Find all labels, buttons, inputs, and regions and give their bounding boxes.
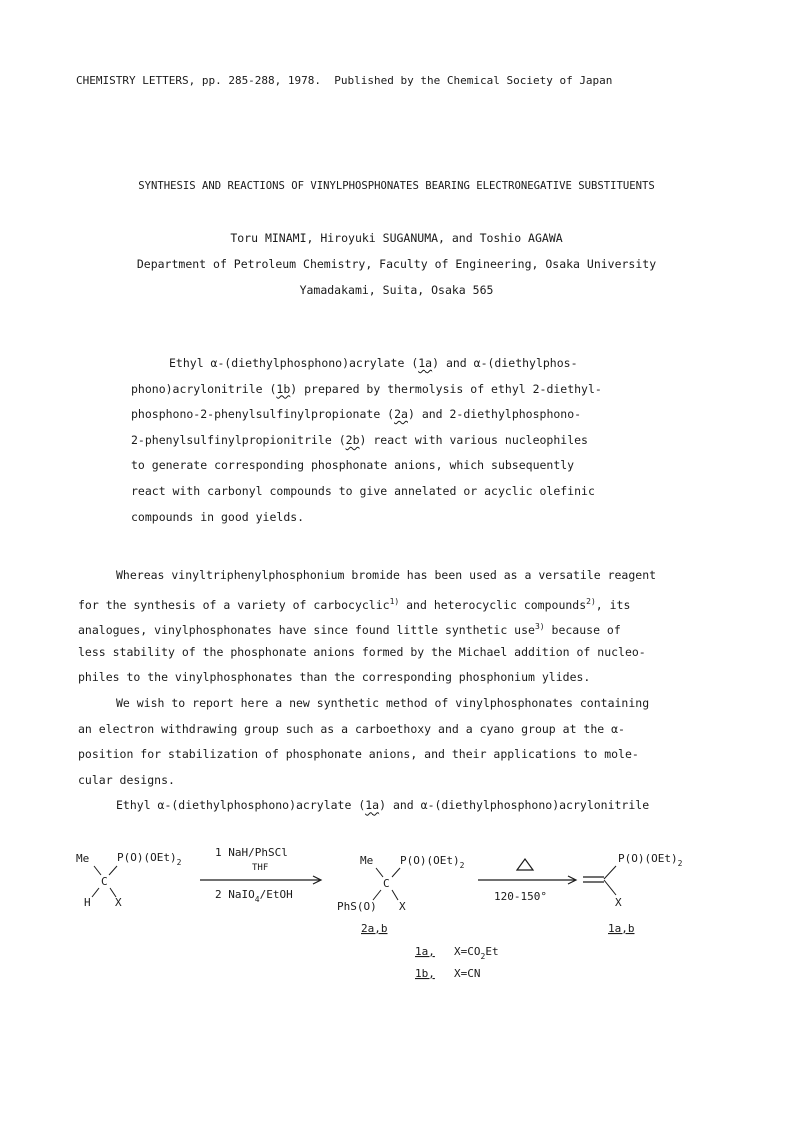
heat-delta-symbol bbox=[517, 859, 533, 870]
abstract-line: phono)acrylonitrile (1b) prepared by thermolysis of ethyl 2-diethyl- bbox=[131, 381, 602, 396]
body-line: We wish to report here a new synthetic method of vinylphosphonates containing bbox=[116, 695, 650, 710]
compound-ref: 2a bbox=[394, 407, 408, 422]
methyl-label: Me bbox=[360, 854, 374, 867]
abstract-line: react with carbonyl compounds to give annelated or acyclic olefinic bbox=[131, 483, 595, 498]
body-line: position for stabilization of phosphonate anions, and their applications to mole- bbox=[78, 747, 639, 762]
body-line: Ethyl α-(diethylphosphono)acrylate (1a) and α-(diethylphosphono)acrylonitrile bbox=[116, 798, 650, 813]
bond bbox=[94, 866, 101, 875]
affiliation-line-2: Yamadakami, Suita, Osaka 565 bbox=[299, 283, 494, 297]
substituent-definition-1a: $X=CO_2Et$ bbox=[454, 945, 499, 961]
compound-label-1ab: 1a,b bbox=[608, 922, 635, 935]
body-line: Whereas vinyltriphenylphosphonium bromide has been used as a versatile reagent bbox=[116, 568, 657, 582]
substituent-x-label: X bbox=[399, 900, 406, 913]
temperature-label: 120-150° bbox=[494, 890, 547, 903]
bond bbox=[109, 866, 117, 875]
reagent-step-1: 1 NaH/PhSCl bbox=[215, 846, 288, 859]
phosphonate-label: $P(O)(OEt)_2$ bbox=[117, 851, 182, 867]
abstract-line: 2-phenylsulfinylpropionitrile (2b) react with various nucleophiles bbox=[131, 432, 588, 447]
bond bbox=[604, 880, 616, 895]
body-line: an electron withdrawing group such as a carboethoxy and a cyano group at the α- bbox=[78, 721, 625, 736]
abstract bbox=[131, 351, 691, 530]
reference-superscript: 1) bbox=[389, 596, 400, 606]
reaction-scheme bbox=[70, 840, 730, 1000]
reference-superscript: 2) bbox=[586, 596, 596, 606]
substituent-x-label: X bbox=[115, 896, 122, 909]
compound-label-2ab: 2a,b bbox=[361, 922, 388, 935]
compound-key-1a: 1a, bbox=[415, 945, 435, 958]
bond bbox=[92, 888, 99, 897]
sulfinyl-label: PhS(O) bbox=[337, 900, 377, 913]
body-line: cular designs. bbox=[78, 772, 175, 787]
substituent-x-label: X bbox=[615, 896, 622, 909]
article-title: SYNTHESIS AND REACTIONS OF VINYLPHOSPHONATES BEARING ELECTRONEGATIVE SUBSTITUENTS bbox=[138, 180, 655, 192]
hydrogen-label: H bbox=[84, 896, 91, 909]
bond bbox=[376, 868, 383, 877]
solvent-label: THF bbox=[252, 863, 269, 873]
compound-ref: 2b bbox=[345, 432, 360, 447]
bond bbox=[604, 866, 616, 879]
abstract-line: compounds in good yields. bbox=[131, 509, 305, 524]
phosphonate-label: $P(O)(OEt)_2$ bbox=[618, 852, 683, 868]
compound-key-1b: 1b, bbox=[415, 967, 435, 980]
compound-ref: 1a bbox=[418, 356, 433, 370]
author-list: Toru MINAMI, Hiroyuki SUGANUMA, and Toshio AGAWA bbox=[230, 231, 563, 245]
bond bbox=[392, 868, 400, 877]
phosphonate-label: $P(O)(OEt)_2$ bbox=[400, 854, 465, 870]
compound-ref: 1a bbox=[365, 798, 380, 813]
body-text bbox=[78, 563, 738, 819]
bond bbox=[392, 890, 398, 900]
abstract-line: to generate corresponding phosphonate anions, which subsequently bbox=[131, 458, 575, 473]
affiliation-line-1: Department of Petroleum Chemistry, Faculty of Engineering, Osaka University bbox=[136, 257, 657, 271]
journal-header: CHEMISTRY LETTERS, pp. 285-288, 1978. Published by the Chemical Society of Japan bbox=[76, 74, 613, 87]
carbon-label: C bbox=[101, 875, 108, 888]
carbon-label: C bbox=[383, 877, 390, 890]
body-line: philes to the vinylphosphonates than the corresponding phosphonium ylides. bbox=[78, 670, 591, 685]
reagent-step-2: 2 NaIO$_4$/EtOH bbox=[215, 888, 293, 904]
abstract-line: Ethyl α-(diethylphosphono)acrylate (1a) and α-(diethylphos- bbox=[169, 356, 578, 370]
body-line: less stability of the phosphonate anions formed by the Michael addition of nucleo- bbox=[78, 644, 646, 659]
methyl-label: Me bbox=[76, 852, 90, 865]
reference-superscript: 3) bbox=[534, 622, 545, 632]
bond bbox=[373, 890, 381, 900]
abstract-line: phosphono-2-phenylsulfinylpropionate (2a) and 2-diethylphosphono- bbox=[131, 407, 582, 422]
compound-ref: 1b bbox=[276, 381, 291, 396]
substituent-definition-1b: X=CN bbox=[454, 967, 481, 980]
body-line: analogues, vinylphosphonates have since found little synthetic use$^{3)}$ because of bbox=[78, 622, 621, 638]
body-line: for the synthesis of a variety of carbocyclic$^{1)}$ and heterocyclic compounds$^{2)}$, its bbox=[78, 596, 631, 612]
